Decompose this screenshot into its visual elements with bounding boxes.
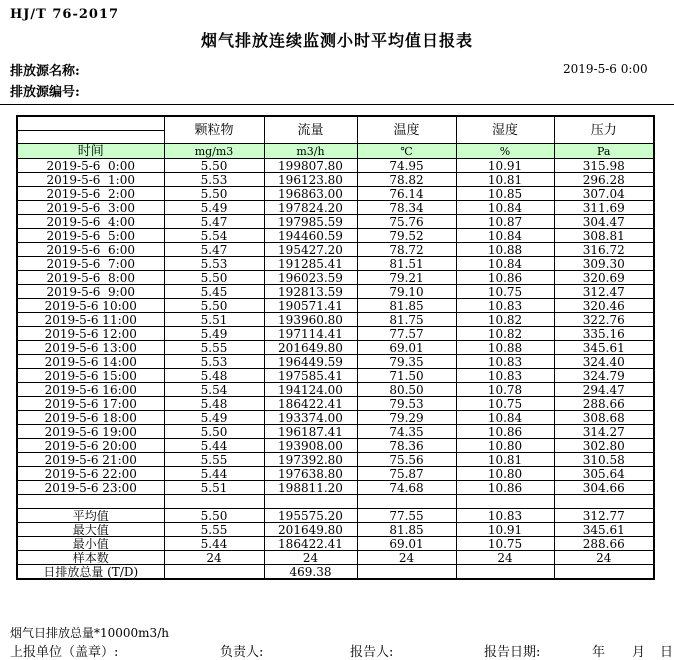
- empty-cell: [264, 495, 357, 509]
- value-cell: 194124.00: [264, 383, 357, 397]
- summary-value-cell: 195575.20: [264, 509, 357, 523]
- summary-row: [17, 565, 654, 580]
- value-cell: 76.14: [357, 187, 456, 201]
- reporter-label: 报告人:: [350, 645, 394, 660]
- value-cell: 10.87: [456, 215, 554, 229]
- value-cell: 5.49: [164, 327, 264, 341]
- value-cell: 197585.41: [264, 369, 357, 383]
- table-row: [17, 453, 654, 467]
- value-cell: 10.84: [456, 411, 554, 425]
- value-cell: 5.55: [164, 453, 264, 467]
- value-cell: 71.50: [357, 369, 456, 383]
- year-label: 年: [592, 645, 606, 660]
- summary-value-cell: 77.55: [357, 509, 456, 523]
- summary-label-cell: 样本数: [17, 551, 164, 565]
- value-cell: 5.53: [164, 355, 264, 369]
- table-row: [17, 341, 654, 355]
- value-cell: 196123.80: [264, 173, 357, 187]
- value-cell: 5.55: [164, 341, 264, 355]
- value-cell: 307.04: [554, 187, 654, 201]
- time-cell: 2019-5-6 3:00: [17, 201, 164, 215]
- source-name-label: 排放源名称:: [10, 64, 80, 79]
- value-cell: 196449.59: [264, 355, 357, 369]
- time-cell: 2019-5-6 16:00: [17, 383, 164, 397]
- table-row: [17, 173, 654, 187]
- value-cell: 196187.41: [264, 425, 357, 439]
- summary-value-cell: 24: [164, 551, 264, 565]
- value-cell: 5.48: [164, 397, 264, 411]
- table-row: [17, 425, 654, 439]
- table-row: [17, 271, 654, 285]
- summary-value-cell: 10.83: [456, 509, 554, 523]
- value-cell: 77.57: [357, 327, 456, 341]
- table-row: [17, 257, 654, 271]
- time-cell: 2019-5-6 12:00: [17, 327, 164, 341]
- value-cell: 5.47: [164, 215, 264, 229]
- value-cell: 74.35: [357, 425, 456, 439]
- time-column-header: 时间: [17, 144, 164, 159]
- summary-label-cell: 日排放总量 (T/D): [17, 565, 164, 580]
- time-cell: 2019-5-6 2:00: [17, 187, 164, 201]
- value-cell: 5.53: [164, 173, 264, 187]
- empty-cell: [357, 495, 456, 509]
- time-cell: 2019-5-6 6:00: [17, 243, 164, 257]
- source-code-label: 排放源编号:: [10, 85, 80, 100]
- table-row: [17, 299, 654, 313]
- summary-row: [17, 509, 654, 523]
- summary-value-cell: [456, 565, 554, 580]
- value-cell: 5.44: [164, 439, 264, 453]
- table-row: [17, 467, 654, 481]
- time-cell: 2019-5-6 5:00: [17, 229, 164, 243]
- empty-cell: [554, 495, 654, 509]
- value-cell: 197824.20: [264, 201, 357, 215]
- time-cell: 2019-5-6 7:00: [17, 257, 164, 271]
- value-cell: 324.40: [554, 355, 654, 369]
- value-cell: 79.35: [357, 355, 456, 369]
- table-row: [17, 439, 654, 453]
- time-cell: 2019-5-6 0:00: [17, 159, 164, 173]
- time-cell: 2019-5-6 18:00: [17, 411, 164, 425]
- horizontal-rule: [0, 104, 674, 105]
- value-cell: 320.69: [554, 271, 654, 285]
- value-cell: 305.64: [554, 467, 654, 481]
- value-cell: 193908.00: [264, 439, 357, 453]
- time-cell: 2019-5-6 19:00: [17, 425, 164, 439]
- time-cell: 2019-5-6 8:00: [17, 271, 164, 285]
- value-cell: 10.88: [456, 341, 554, 355]
- value-cell: 74.68: [357, 481, 456, 495]
- value-cell: 322.76: [554, 313, 654, 327]
- time-cell: 2019-5-6 13:00: [17, 341, 164, 355]
- value-cell: 304.47: [554, 215, 654, 229]
- time-cell: 2019-5-6 20:00: [17, 439, 164, 453]
- spacer-row: [17, 495, 654, 509]
- value-cell: 10.83: [456, 369, 554, 383]
- value-cell: 10.81: [456, 173, 554, 187]
- table-row: [17, 397, 654, 411]
- report-datetime: 2019-5-6 0:00: [563, 62, 648, 76]
- value-cell: 192813.59: [264, 285, 357, 299]
- value-cell: 5.49: [164, 411, 264, 425]
- summary-value-cell: 10.75: [456, 537, 554, 551]
- value-cell: 324.79: [554, 369, 654, 383]
- value-cell: 195427.20: [264, 243, 357, 257]
- value-cell: 81.75: [357, 313, 456, 327]
- time-cell: 2019-5-6 10:00: [17, 299, 164, 313]
- col-header-flow: 流量: [264, 116, 357, 144]
- value-cell: 69.01: [357, 341, 456, 355]
- time-cell: 2019-5-6 21:00: [17, 453, 164, 467]
- value-cell: 197392.80: [264, 453, 357, 467]
- table-row: [17, 159, 654, 173]
- col-header-humidity: 湿度: [456, 116, 554, 144]
- value-cell: 308.68: [554, 411, 654, 425]
- summary-value-cell: 5.44: [164, 537, 264, 551]
- value-cell: 197985.59: [264, 215, 357, 229]
- value-cell: 79.53: [357, 397, 456, 411]
- value-cell: 190571.41: [264, 299, 357, 313]
- table-row: [17, 187, 654, 201]
- summary-value-cell: 201649.80: [264, 523, 357, 537]
- standard-number: HJ/T 76-2017: [10, 7, 120, 22]
- value-cell: 5.47: [164, 243, 264, 257]
- summary-value-cell: 5.55: [164, 523, 264, 537]
- value-cell: 197114.41: [264, 327, 357, 341]
- summary-value-cell: [164, 565, 264, 580]
- summary-value-cell: [554, 565, 654, 580]
- reporting-unit-label: 上报单位（盖章）:: [10, 645, 119, 660]
- value-cell: 10.82: [456, 327, 554, 341]
- unit-particulate: mg/m3: [164, 144, 264, 159]
- summary-value-cell: 10.91: [456, 523, 554, 537]
- table-row: [17, 383, 654, 397]
- value-cell: 311.69: [554, 201, 654, 215]
- value-cell: 10.84: [456, 201, 554, 215]
- table-row: [17, 411, 654, 425]
- summary-row: [17, 523, 654, 537]
- summary-value-cell: 469.38: [264, 565, 357, 580]
- value-cell: 320.46: [554, 299, 654, 313]
- value-cell: 196863.00: [264, 187, 357, 201]
- value-cell: 75.76: [357, 215, 456, 229]
- value-cell: 312.47: [554, 285, 654, 299]
- summary-value-cell: 345.61: [554, 523, 654, 537]
- summary-value-cell: 24: [357, 551, 456, 565]
- value-cell: 5.45: [164, 285, 264, 299]
- table-row: [17, 313, 654, 327]
- value-cell: 5.48: [164, 369, 264, 383]
- summary-value-cell: 81.85: [357, 523, 456, 537]
- value-cell: 194460.59: [264, 229, 357, 243]
- value-cell: 81.51: [357, 257, 456, 271]
- value-cell: 10.85: [456, 187, 554, 201]
- table-row: [17, 285, 654, 299]
- value-cell: 310.58: [554, 453, 654, 467]
- table-row: [17, 369, 654, 383]
- value-cell: 79.29: [357, 411, 456, 425]
- unit-pressure: Pa: [554, 144, 654, 159]
- value-cell: 304.66: [554, 481, 654, 495]
- summary-value-cell: 186422.41: [264, 537, 357, 551]
- unit-header-row: [17, 144, 654, 159]
- value-cell: 79.21: [357, 271, 456, 285]
- value-cell: 316.72: [554, 243, 654, 257]
- value-cell: 81.85: [357, 299, 456, 313]
- col-header-pressure: 压力: [554, 116, 654, 144]
- col-header-temperature: 温度: [357, 116, 456, 144]
- value-cell: 10.84: [456, 257, 554, 271]
- header-empty-cell: [17, 116, 164, 131]
- table-row: [17, 229, 654, 243]
- table-row: [17, 481, 654, 495]
- value-cell: 198811.20: [264, 481, 357, 495]
- value-cell: 191285.41: [264, 257, 357, 271]
- value-cell: 186422.41: [264, 397, 357, 411]
- table-row: [17, 355, 654, 369]
- table-row: [17, 327, 654, 341]
- month-label: 月: [632, 645, 646, 660]
- day-label: 日: [660, 645, 674, 660]
- value-cell: 5.50: [164, 187, 264, 201]
- value-cell: 5.50: [164, 299, 264, 313]
- value-cell: 197638.80: [264, 467, 357, 481]
- summary-value-cell: 312.77: [554, 509, 654, 523]
- summary-label-cell: 平均值: [17, 509, 164, 523]
- time-cell: 2019-5-6 4:00: [17, 215, 164, 229]
- value-cell: 10.75: [456, 285, 554, 299]
- value-cell: 5.51: [164, 313, 264, 327]
- summary-value-cell: 24: [264, 551, 357, 565]
- summary-value-cell: [357, 565, 456, 580]
- value-cell: 10.88: [456, 243, 554, 257]
- header-empty-cell: [17, 131, 164, 144]
- value-cell: 5.44: [164, 467, 264, 481]
- unit-humidity: %: [456, 144, 554, 159]
- time-cell: 2019-5-6 15:00: [17, 369, 164, 383]
- time-cell: 2019-5-6 23:00: [17, 481, 164, 495]
- summary-value-cell: 24: [554, 551, 654, 565]
- value-cell: 10.83: [456, 355, 554, 369]
- value-cell: 78.82: [357, 173, 456, 187]
- time-cell: 2019-5-6 9:00: [17, 285, 164, 299]
- time-cell: 2019-5-6 14:00: [17, 355, 164, 369]
- value-cell: 5.53: [164, 257, 264, 271]
- summary-value-cell: 24: [456, 551, 554, 565]
- time-cell: 2019-5-6 1:00: [17, 173, 164, 187]
- table-row: [17, 201, 654, 215]
- value-cell: 74.95: [357, 159, 456, 173]
- page-title: 烟气排放连续监测小时平均值日报表: [200, 31, 473, 50]
- unit-flow: m3/h: [264, 144, 357, 159]
- hourly-average-table: [16, 115, 655, 580]
- summary-value-cell: 288.66: [554, 537, 654, 551]
- value-cell: 335.16: [554, 327, 654, 341]
- value-cell: 201649.80: [264, 341, 357, 355]
- value-cell: 79.52: [357, 229, 456, 243]
- empty-cell: [17, 495, 164, 509]
- summary-label-cell: 最大值: [17, 523, 164, 537]
- report-date-label: 报告日期:: [484, 645, 541, 660]
- value-cell: 5.49: [164, 201, 264, 215]
- summary-label-cell: 最小值: [17, 537, 164, 551]
- value-cell: 75.56: [357, 453, 456, 467]
- value-cell: 10.78: [456, 383, 554, 397]
- value-cell: 199807.80: [264, 159, 357, 173]
- value-cell: 10.80: [456, 467, 554, 481]
- value-cell: 302.80: [554, 439, 654, 453]
- value-cell: 5.54: [164, 383, 264, 397]
- summary-value-cell: 69.01: [357, 537, 456, 551]
- value-cell: 5.50: [164, 425, 264, 439]
- value-cell: 78.36: [357, 439, 456, 453]
- summary-row: [17, 537, 654, 551]
- value-cell: 196023.59: [264, 271, 357, 285]
- value-cell: 5.50: [164, 271, 264, 285]
- value-cell: 309.30: [554, 257, 654, 271]
- time-cell: 2019-5-6 17:00: [17, 397, 164, 411]
- summary-value-cell: 5.50: [164, 509, 264, 523]
- value-cell: 79.10: [357, 285, 456, 299]
- value-cell: 5.51: [164, 481, 264, 495]
- total-emission-note: 烟气日排放总量*10000m3/h: [10, 626, 169, 640]
- value-cell: 308.81: [554, 229, 654, 243]
- responsible-person-label: 负责人:: [220, 645, 264, 660]
- value-cell: 5.50: [164, 159, 264, 173]
- summary-row: [17, 551, 654, 565]
- col-header-particulate: 颗粒物: [164, 116, 264, 144]
- value-cell: 78.72: [357, 243, 456, 257]
- value-cell: 193960.80: [264, 313, 357, 327]
- empty-cell: [456, 495, 554, 509]
- value-cell: 78.34: [357, 201, 456, 215]
- value-cell: 296.28: [554, 173, 654, 187]
- empty-cell: [164, 495, 264, 509]
- value-cell: 10.91: [456, 159, 554, 173]
- value-cell: 10.84: [456, 229, 554, 243]
- value-cell: 10.86: [456, 425, 554, 439]
- value-cell: 294.47: [554, 383, 654, 397]
- value-cell: 80.50: [357, 383, 456, 397]
- value-cell: 10.75: [456, 397, 554, 411]
- value-cell: 10.80: [456, 439, 554, 453]
- time-cell: 2019-5-6 11:00: [17, 313, 164, 327]
- value-cell: 10.86: [456, 271, 554, 285]
- value-cell: 10.81: [456, 453, 554, 467]
- time-cell: 2019-5-6 22:00: [17, 467, 164, 481]
- value-cell: 193374.00: [264, 411, 357, 425]
- value-cell: 10.82: [456, 313, 554, 327]
- value-cell: 10.86: [456, 481, 554, 495]
- table-row: [17, 243, 654, 257]
- unit-temperature: ℃: [357, 144, 456, 159]
- value-cell: 345.61: [554, 341, 654, 355]
- value-cell: 5.54: [164, 229, 264, 243]
- value-cell: 10.83: [456, 299, 554, 313]
- param-header-row: [17, 116, 654, 131]
- table-row: [17, 215, 654, 229]
- value-cell: 315.98: [554, 159, 654, 173]
- value-cell: 75.87: [357, 467, 456, 481]
- value-cell: 288.66: [554, 397, 654, 411]
- value-cell: 314.27: [554, 425, 654, 439]
